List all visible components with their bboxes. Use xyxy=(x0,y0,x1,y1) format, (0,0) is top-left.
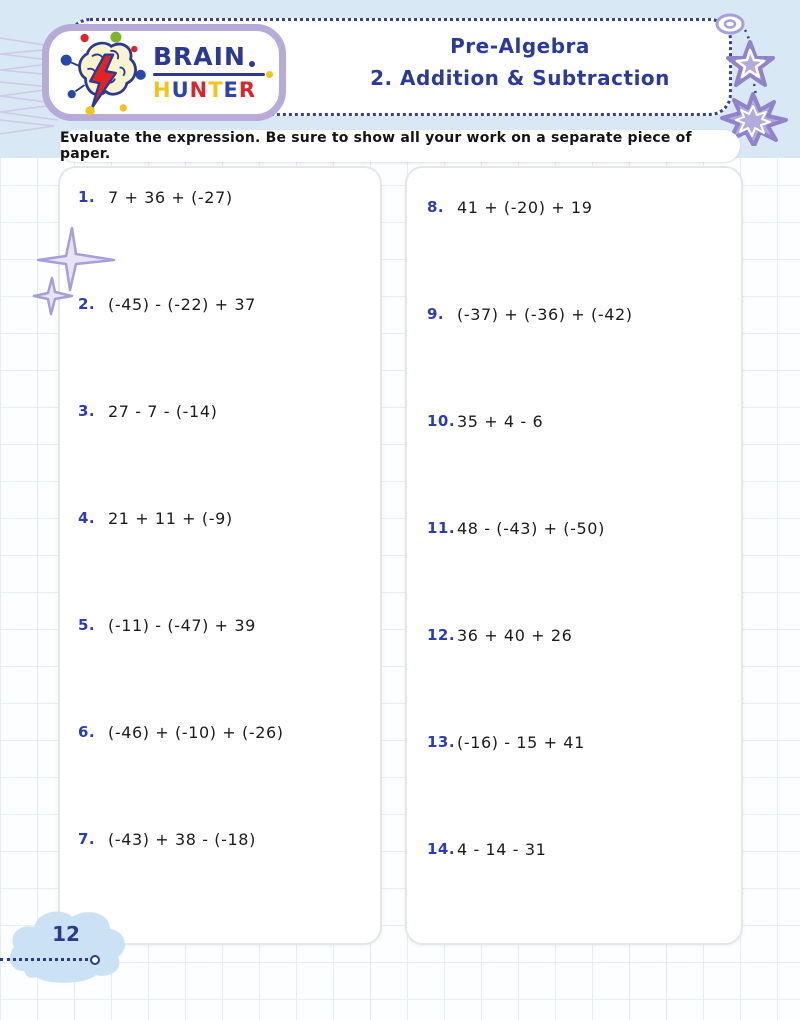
brand-underline xyxy=(153,73,265,76)
brain-lightning-icon xyxy=(57,27,149,119)
problem-expression: (-46) + (-10) + (-26) xyxy=(108,723,284,742)
problem-expression: 7 + 36 + (-27) xyxy=(108,188,233,207)
worksheet-title xyxy=(320,34,720,90)
underline-end-dot xyxy=(266,71,273,78)
problem-expression: 35 + 4 - 6 xyxy=(457,412,544,431)
problem-expression: 41 + (-20) + 19 xyxy=(457,198,593,217)
footer-line-end-circle xyxy=(90,955,100,965)
problem-expression: (-11) - (-47) + 39 xyxy=(108,616,256,635)
star-icon xyxy=(728,42,773,85)
problem-number: 2. xyxy=(78,295,96,313)
page-number: 12 xyxy=(52,922,80,946)
problem-expression: 21 + 11 + (-9) xyxy=(108,509,233,528)
problem-expression: 27 - 7 - (-14) xyxy=(108,402,218,421)
problem-row xyxy=(78,509,370,616)
title-chapter: 2. Addition & Subtraction xyxy=(370,66,670,90)
instruction-text: Evaluate the expression. Be sure to show all your work on a separate piece of paper. xyxy=(60,130,692,162)
hunter-letter: N xyxy=(189,78,209,102)
problem-number: 6. xyxy=(78,723,96,741)
problem-row xyxy=(78,402,370,509)
problem-expression: (-43) + 38 - (-18) xyxy=(108,830,256,849)
brand-word-brain: BRAIN xyxy=(153,42,246,71)
brand-period-dot xyxy=(249,61,255,67)
brand-name-top xyxy=(153,44,255,69)
problem-row xyxy=(427,412,731,519)
problem-expression: 48 - (-43) + (-50) xyxy=(457,519,605,538)
problem-row xyxy=(427,519,731,626)
problem-expression: (-45) - (-22) + 37 xyxy=(108,295,256,314)
problem-row xyxy=(427,198,731,305)
problem-number: 9. xyxy=(427,305,445,323)
problem-row xyxy=(427,840,731,947)
problem-row xyxy=(78,188,370,295)
problem-number: 8. xyxy=(427,198,445,216)
hunter-letter: H xyxy=(153,78,172,102)
title-subject: Pre-Algebra xyxy=(450,34,590,58)
problem-number: 4. xyxy=(78,509,96,527)
problem-expression: 36 + 40 + 26 xyxy=(457,626,573,645)
problem-number: 1. xyxy=(78,188,96,206)
hunter-letter: T xyxy=(208,78,224,102)
corner-stars-decoration xyxy=(698,6,798,146)
problem-number: 14. xyxy=(427,840,456,858)
instruction-banner xyxy=(60,130,740,162)
hunter-letter: R xyxy=(238,78,257,102)
problem-number: 11. xyxy=(427,519,456,537)
problem-row xyxy=(427,733,731,840)
hunter-letter: U xyxy=(171,78,190,102)
problem-number: 7. xyxy=(78,830,96,848)
problem-row xyxy=(78,295,370,402)
problem-number: 13. xyxy=(427,733,456,751)
footer-dotted-line xyxy=(0,958,88,961)
brand-logo xyxy=(42,24,286,121)
hunter-letter: E xyxy=(223,78,239,102)
brand-name-bottom xyxy=(153,80,256,101)
sparkle-icon xyxy=(34,278,72,314)
sparkle-icon xyxy=(38,228,114,290)
spiral-icon xyxy=(717,15,743,33)
problem-expression: (-16) - 15 + 41 xyxy=(457,733,585,752)
problem-row xyxy=(427,626,731,733)
problems-panel-right xyxy=(405,166,743,945)
problem-row xyxy=(427,305,731,412)
problem-number: 5. xyxy=(78,616,96,634)
problem-number: 3. xyxy=(78,402,96,420)
problem-expression: (-37) + (-36) + (-42) xyxy=(457,305,633,324)
brand-logo-text xyxy=(153,44,265,101)
sparkle-decoration xyxy=(26,220,118,316)
problem-row xyxy=(78,616,370,723)
problem-expression: 4 - 14 - 31 xyxy=(457,840,547,859)
problem-number: 12. xyxy=(427,626,456,644)
problem-number: 10. xyxy=(427,412,456,430)
problem-row xyxy=(78,723,370,830)
